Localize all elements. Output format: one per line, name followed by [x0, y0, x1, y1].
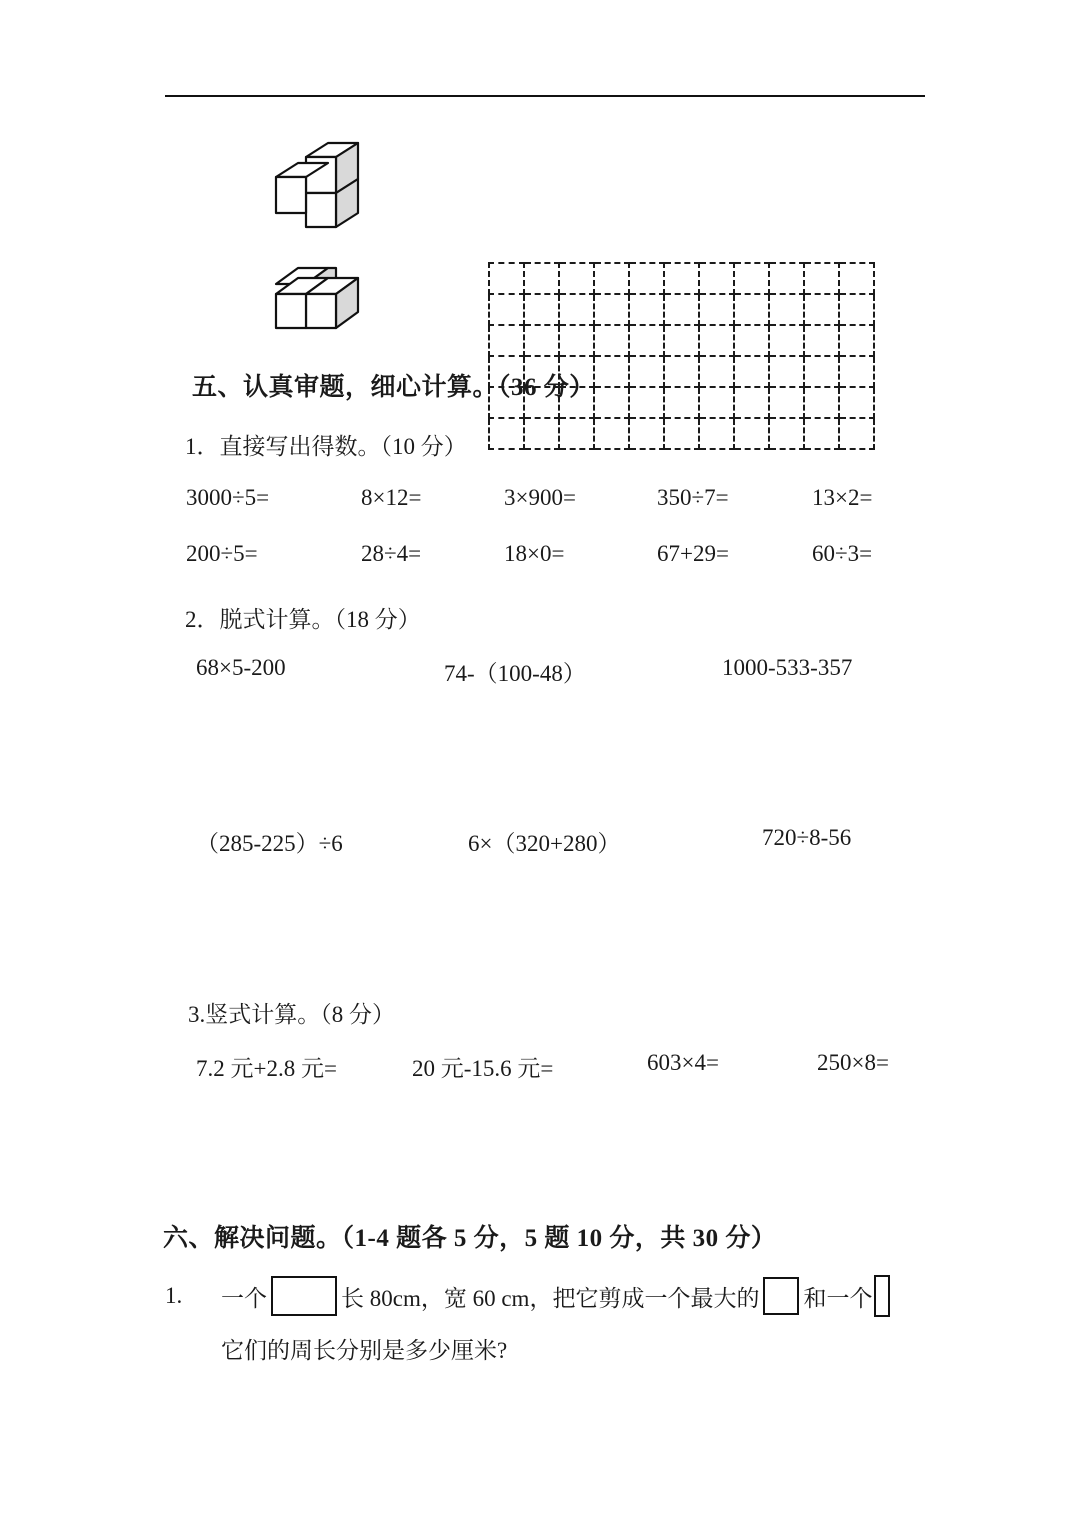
- oral-arithmetic-row-2: [186, 541, 926, 567]
- expression-cell: 250×8=: [817, 1050, 889, 1075]
- grid-cell: [629, 263, 664, 294]
- problem-1-text-a: 一个: [221, 1285, 267, 1311]
- step-calculation-row-1: [196, 655, 896, 688]
- grid-cell: [524, 418, 559, 449]
- grid-cell: [629, 387, 664, 418]
- grid-cell: [804, 356, 839, 387]
- section-five-item1-label: 1．直接写出得数。（10 分）: [185, 434, 467, 459]
- grid-cell: [629, 356, 664, 387]
- grid-cell: [839, 294, 874, 325]
- cube-figure-bottom-icon: [258, 262, 368, 334]
- answer-box-rectangle[interactable]: [271, 1276, 337, 1316]
- grid-cell: [734, 387, 769, 418]
- grid-cell: [804, 325, 839, 356]
- grid-cell: [769, 294, 804, 325]
- grid-cell: [594, 263, 629, 294]
- section-five-heading: 五、认真审题，细心计算。（36 分）: [192, 374, 595, 401]
- expression-cell: 720÷8-56: [762, 825, 852, 850]
- problem-1-line-2: 它们的周长分别是多少厘米?: [221, 1338, 508, 1363]
- grid-cell: [559, 325, 594, 356]
- grid-cell: [769, 325, 804, 356]
- grid-cell: [629, 325, 664, 356]
- expression-cell: 68×5-200: [196, 655, 286, 680]
- expression-cell: 60÷3=: [812, 541, 873, 566]
- grid-cell: [664, 418, 699, 449]
- grid-cell: [664, 294, 699, 325]
- grid-cell: [664, 387, 699, 418]
- grid-cell: [524, 263, 559, 294]
- expression-cell: （285-225）÷6: [196, 831, 343, 856]
- grid-cell: [489, 418, 524, 449]
- grid-cell: [664, 356, 699, 387]
- expression-cell: 3×900=: [504, 485, 576, 510]
- answer-box-square[interactable]: [763, 1277, 799, 1315]
- grid-cell: [559, 294, 594, 325]
- grid-cell: [839, 356, 874, 387]
- grid-cell: [769, 263, 804, 294]
- grid-cell: [734, 325, 769, 356]
- grid-cell: [524, 325, 559, 356]
- grid-cell: [699, 387, 734, 418]
- grid-cell: [804, 418, 839, 449]
- expression-cell: 8×12=: [361, 485, 422, 510]
- grid-cell: [734, 263, 769, 294]
- grid-cell: [804, 263, 839, 294]
- grid-cell: [524, 294, 559, 325]
- problem-1-text-b: 长 80cm，宽 60 cm，把它剪成一个最大的: [341, 1285, 760, 1311]
- grid-cell: [769, 418, 804, 449]
- grid-cell: [594, 356, 629, 387]
- answer-box-tall[interactable]: [874, 1275, 890, 1317]
- expression-cell: 18×0=: [504, 541, 565, 566]
- grid-cell: [699, 418, 734, 449]
- grid-cell: [489, 263, 524, 294]
- vertical-calculation-row: [196, 1050, 926, 1083]
- expression-cell: 603×4=: [647, 1050, 719, 1075]
- grid-cell: [594, 418, 629, 449]
- grid-cell: [559, 418, 594, 449]
- grid-cell: [804, 294, 839, 325]
- problem-1-text-c: 和一个: [803, 1285, 873, 1311]
- grid-cell: [664, 325, 699, 356]
- expression-cell: 200÷5=: [186, 541, 258, 566]
- grid-cell: [629, 418, 664, 449]
- expression-cell: 7.2 元+2.8 元=: [196, 1056, 337, 1081]
- figure-zone: [0, 120, 1080, 335]
- expression-cell: 20 元-15.6 元=: [412, 1056, 554, 1081]
- header-rule: [165, 95, 925, 97]
- expression-cell: 28÷4=: [361, 541, 422, 566]
- grid-cell: [559, 263, 594, 294]
- grid-row: [489, 325, 874, 356]
- grid-cell: [734, 356, 769, 387]
- section-five-item2-label: 2．脱式计算。（18 分）: [185, 607, 421, 632]
- grid-cell: [664, 263, 699, 294]
- dashed-grid-table: [488, 262, 875, 450]
- grid-cell: [734, 294, 769, 325]
- grid-cell: [699, 356, 734, 387]
- expression-cell: 6×（320+280）: [468, 831, 621, 856]
- grid-row: [489, 294, 874, 325]
- problem-1-line-1: [165, 1275, 892, 1317]
- expression-cell: 13×2=: [812, 485, 873, 510]
- expression-cell: 350÷7=: [657, 485, 729, 510]
- cube-figure-top-icon: [258, 135, 368, 230]
- section-six-heading: 六、解决问题。（1-4 题各 5 分，5 题 10 分，共 30 分）: [163, 1225, 777, 1252]
- section-five-item3-label: 3.竖式计算。（8 分）: [188, 1002, 395, 1027]
- grid-row: [489, 418, 874, 449]
- grid-cell: [734, 418, 769, 449]
- grid-cell: [699, 325, 734, 356]
- expression-cell: 3000÷5=: [186, 485, 270, 510]
- grid-cell: [699, 294, 734, 325]
- problem-1-number: 1.: [165, 1283, 183, 1308]
- grid-cell: [594, 387, 629, 418]
- grid-row: [489, 263, 874, 294]
- grid-cell: [629, 294, 664, 325]
- expression-cell: 67+29=: [657, 541, 729, 566]
- grid-cell: [839, 263, 874, 294]
- dashed-grid: [488, 262, 875, 450]
- expression-cell: 74-（100-48）: [444, 661, 586, 686]
- oral-arithmetic-row-1: [186, 485, 926, 511]
- grid-cell: [699, 263, 734, 294]
- grid-cell: [839, 387, 874, 418]
- grid-cell: [489, 294, 524, 325]
- grid-cell: [769, 387, 804, 418]
- grid-cell: [839, 418, 874, 449]
- step-calculation-row-2: [196, 825, 896, 858]
- grid-cell: [769, 356, 804, 387]
- grid-cell: [489, 325, 524, 356]
- grid-cell: [594, 294, 629, 325]
- grid-cell: [839, 325, 874, 356]
- expression-cell: 1000-533-357: [722, 655, 853, 680]
- grid-cell: [804, 387, 839, 418]
- grid-cell: [594, 325, 629, 356]
